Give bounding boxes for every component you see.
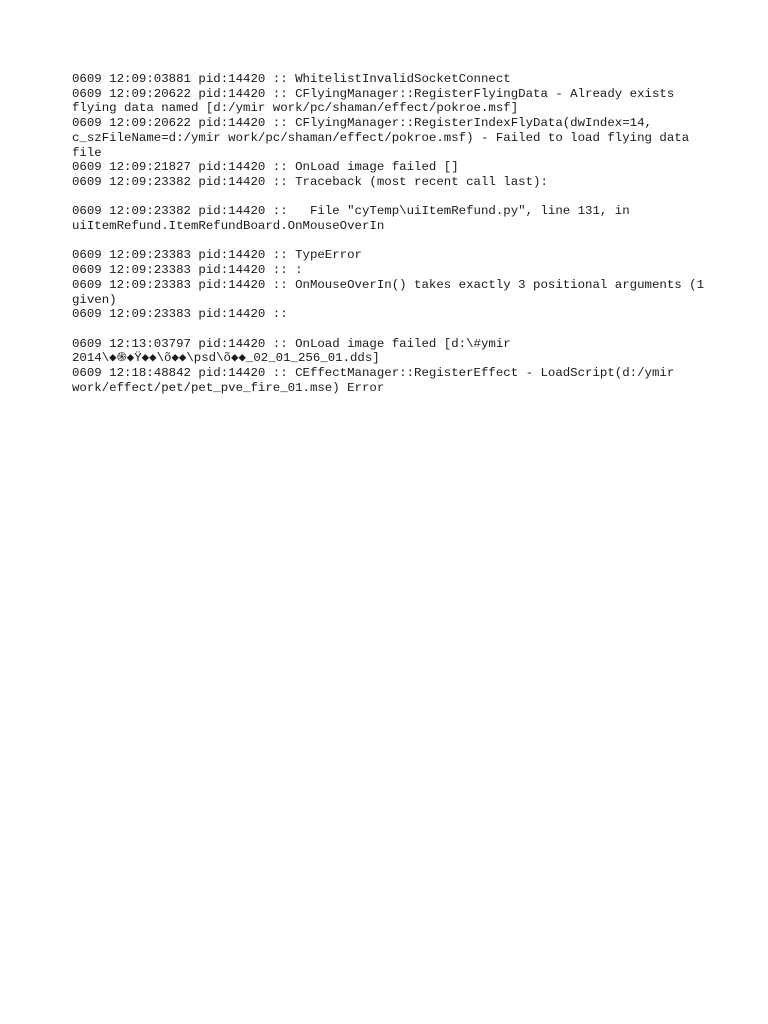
log-line: 0609 12:09:03881 pid:14420 :: WhitelistInvalidSocketConnect: [72, 72, 511, 86]
log-line: 0609 12:13:03797 pid:14420 :: OnLoad image failed [d:\#ymir 2014\◆֍◆Ÿ◆◆\õ◆◆\psd\õ◆◆_02_01_256_01.dds]: [72, 336, 519, 366]
log-line: 0609 12:09:23383 pid:14420 :: OnMouseOverIn() takes exactly 3 positional arguments (1 given): [72, 277, 712, 307]
log-line: 0609 12:09:21827 pid:14420 :: OnLoad image failed []: [72, 160, 459, 175]
log-blank-line: [72, 234, 712, 249]
log-line: 0609 12:09:23383 pid:14420 :: TypeError: [72, 248, 362, 263]
log-blank-line: [72, 322, 712, 337]
log-line: 0609 12:09:20622 pid:14420 :: CFlyingManager::RegisterIndexFlyData(dwIndex=14, c_szFileName=d:/ymir work/pc/shaman/effect/pokroe.msf) - Failed to load flying data file: [72, 116, 697, 160]
log-line: 0609 12:09:23382 pid:14420 :: Traceback (most recent call last):: [72, 174, 548, 189]
log-line: 0609 12:09:23382 pid:14420 :: File "cyTemp\uiItemRefund.py", line 131, in uiItemRefund.ItemRefundBoard.OnMouseOverIn: [72, 204, 638, 234]
log-line: 0609 12:09:23383 pid:14420 :: :: [72, 263, 303, 278]
log-line: 0609 12:09:20622 pid:14420 :: CFlyingManager::RegisterFlyingData - Already exists flying data named [d:/ymir work/pc/shaman/effect/pokroe.msf]: [72, 86, 682, 116]
log-blank-line: [72, 190, 712, 205]
log-document: [72, 72, 712, 395]
log-line: 0609 12:18:48842 pid:14420 :: CEffectManager::RegisterEffect - LoadScript(d:/ymir work/effect/pet/pet_pve_fire_01.mse) Error: [72, 366, 682, 395]
log-line: 0609 12:09:23383 pid:14420 ::: [72, 307, 288, 322]
